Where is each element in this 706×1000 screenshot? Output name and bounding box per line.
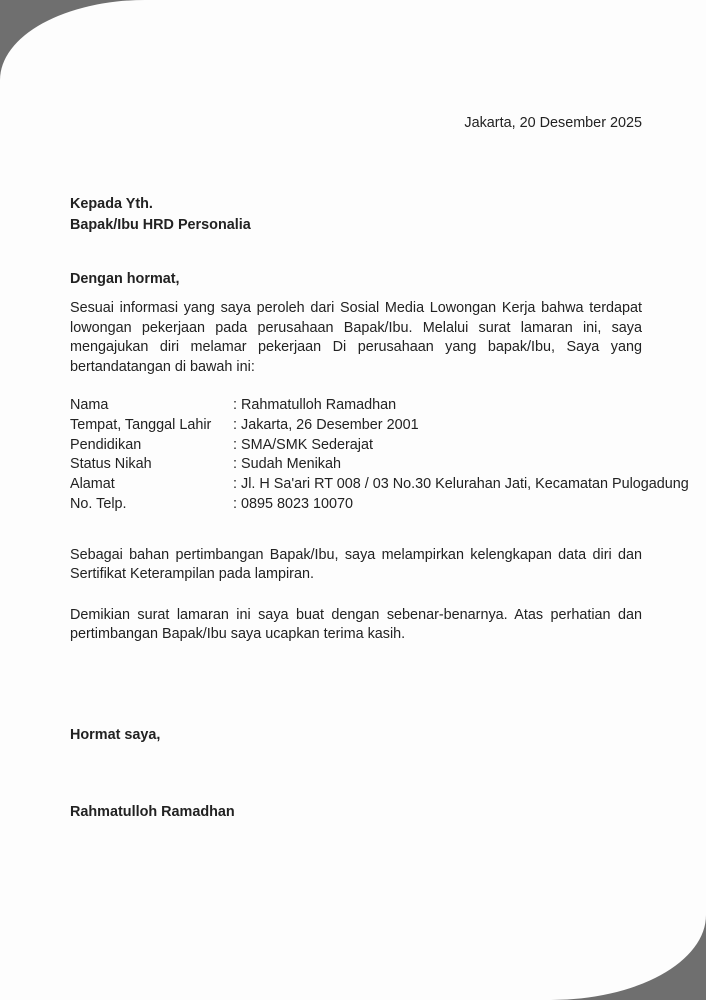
- detail-value: : SMA/SMK Sederajat: [233, 436, 373, 453]
- salutation: Dengan hormat,: [70, 270, 180, 287]
- letter-date: Jakarta, 20 Desember 2025: [464, 115, 642, 131]
- detail-row: [70, 455, 642, 475]
- detail-row: [70, 495, 642, 515]
- detail-value: : Sudah Menikah: [233, 456, 342, 473]
- detail-label: Nama: [70, 397, 109, 413]
- detail-row: [70, 475, 689, 495]
- closing-paragraph: Demikian surat lamaran ini saya buat dengan sebenar-benarnya. Atas perhatian dan pertimbangan Bapak/Ibu saya ucapkan terima kasih.: [70, 606, 642, 643]
- detail-row: [70, 436, 642, 456]
- detail-value: : Rahmatulloh Ramadhan: [233, 397, 397, 413]
- detail-label: Status Nikah: [70, 456, 152, 473]
- recipient-name: Bapak/Ibu HRD Personalia: [70, 216, 251, 233]
- detail-label: Alamat: [70, 476, 115, 493]
- recipient-heading: Kepada Yth.: [70, 195, 153, 212]
- detail-label: Tempat, Tanggal Lahir: [70, 416, 212, 433]
- detail-value: : Jl. H Sa'ari RT 008 / 03 No.30 Kelurahan Jati, Kecamatan Pulogadung: [233, 476, 689, 493]
- signature-closing: Hormat saya,: [70, 726, 161, 743]
- detail-row: [70, 396, 642, 416]
- detail-row: [70, 416, 642, 436]
- recipient-block: [70, 194, 642, 236]
- opening-paragraph: Sesuai informasi yang saya peroleh dari Sosial Media Lowongan Kerja bahwa terdapat lowongan pekerjaan pada perusahaan Bapak/Ibu. Melalui surat lamaran ini, saya mengajukan diri melamar pekerjaan Di perusahaan yang bapak/Ibu, Saya yang bertandatangan di bawah ini:: [70, 300, 642, 375]
- personal-details-table: [70, 396, 689, 515]
- signature-name: Rahmatulloh Ramadhan: [70, 804, 235, 821]
- attachment-paragraph: Sebagai bahan pertimbangan Bapak/Ibu, saya melampirkan kelengkapan data diri dan Sertifikat Keterampilan pada lampiran.: [70, 546, 642, 583]
- letter-content: [70, 0, 689, 823]
- detail-label: No. Telp.: [70, 495, 127, 512]
- detail-value: : 0895 8023 10070: [233, 495, 354, 512]
- detail-label: Pendidikan: [70, 436, 142, 453]
- detail-value: : Jakarta, 26 Desember 2001: [233, 416, 419, 433]
